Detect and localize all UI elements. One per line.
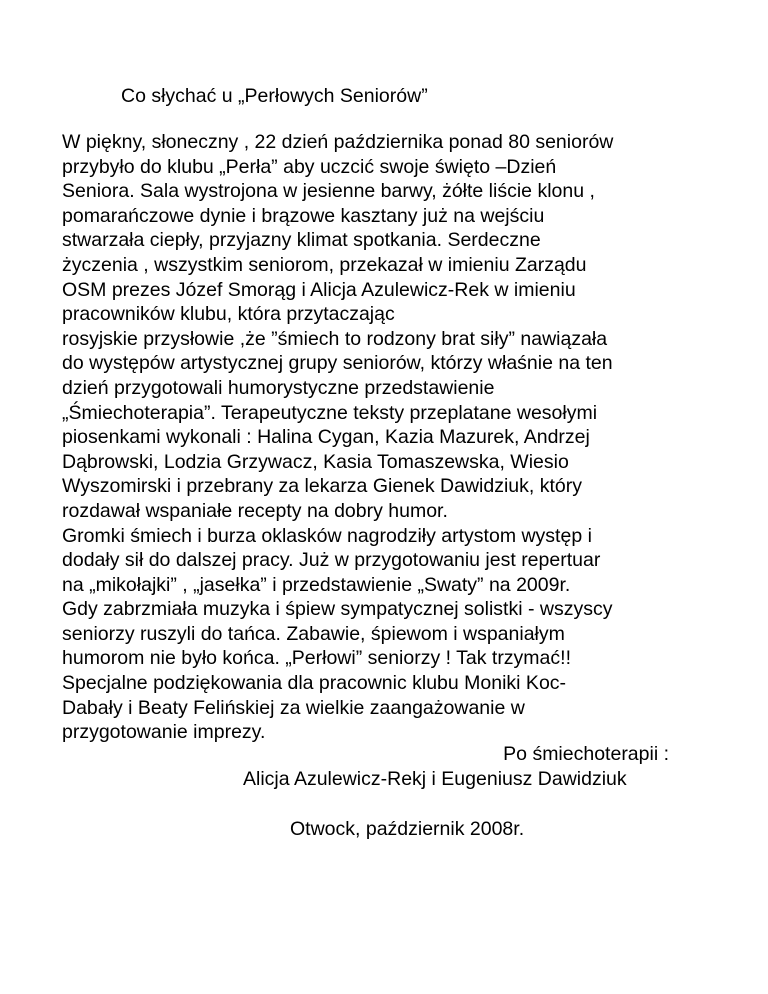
body-line: piosenkami wykonali : Halina Cygan, Kazia Mazurek, Andrzej — [62, 426, 590, 449]
body-line: rozdawał wspaniałe recepty na dobry humor. — [62, 499, 448, 522]
body-line: humorom nie było końca. „Perłowi” seniorzy ! Tak trzymać!! — [62, 647, 571, 670]
body-line: do występów artystycznej grupy seniorów, którzy właśnie na ten — [62, 352, 613, 375]
signature-intro: Po śmiechoterapii : — [503, 743, 669, 765]
body-line: na „mikołajki” , „jasełka” i przedstawienie „Swaty” na 2009r. — [62, 573, 571, 596]
article-body — [62, 130, 742, 745]
body-line: Wyszomirski i przebrany za lekarza Gienek Dawidziuk, który — [62, 475, 582, 498]
body-line: rosyjskie przysłowie ,że ”śmiech to rodzony brat siły” nawiązała — [62, 327, 608, 350]
body-line: W piękny, słoneczny , 22 dzień października ponad 80 seniorów — [62, 131, 614, 153]
body-line: „Śmiechoterapia”. Terapeutyczne teksty przeplatane wesołymi — [62, 401, 598, 424]
signature-authors: Alicja Azulewicz-Rekj i Eugeniusz Dawidziuk — [243, 768, 627, 790]
body-line: dzień przygotowali humorystyczne przedstawienie — [62, 376, 495, 399]
body-line: przybyło do klubu „Perła” aby uczcić swoje święto –Dzień — [62, 155, 557, 178]
body-line: Gromki śmiech i burza oklasków nagrodziły artystom występ i — [62, 524, 592, 547]
body-line: OSM prezes Józef Smorąg i Alicja Azulewicz-Rek w imieniu — [62, 278, 576, 301]
document-title: Co słychać u „Perłowych Seniorów” — [121, 85, 428, 107]
body-line: Seniora. Sala wystrojona w jesienne barwy, żółte liście klonu , — [62, 180, 595, 203]
body-line: przygotowanie imprezy. — [62, 721, 266, 744]
body-line: pomarańczowe dynie i brązowe kasztany już na wejściu — [62, 204, 545, 227]
body-line: Specjalne podziękowania dla pracownic klubu Moniki Koc- — [62, 672, 567, 695]
body-line: Gdy zabrzmiała muzyka i śpiew sympatycznej solistki - wszyscy — [62, 598, 613, 621]
place-and-date: Otwock, październik 2008r. — [290, 818, 525, 840]
body-line: Dąbrowski, Lodzia Grzywacz, Kasia Tomaszewska, Wiesio — [62, 450, 569, 473]
body-line: życzenia , wszystkim seniorom, przekazał w imieniu Zarządu — [62, 253, 587, 276]
body-line: Dabały i Beaty Felińskiej za wielkie zaangażowanie w — [62, 696, 525, 719]
body-line: stwarzała ciepły, przyjazny klimat spotkania. Serdeczne — [62, 229, 541, 252]
body-line: pracowników klubu, która przytaczając — [62, 303, 395, 326]
body-line: seniorzy ruszyli do tańca. Zabawie, śpiewom i wspaniałym — [62, 622, 565, 645]
body-line: dodały sił do dalszej pracy. Już w przygotowaniu jest repertuar — [62, 549, 601, 572]
